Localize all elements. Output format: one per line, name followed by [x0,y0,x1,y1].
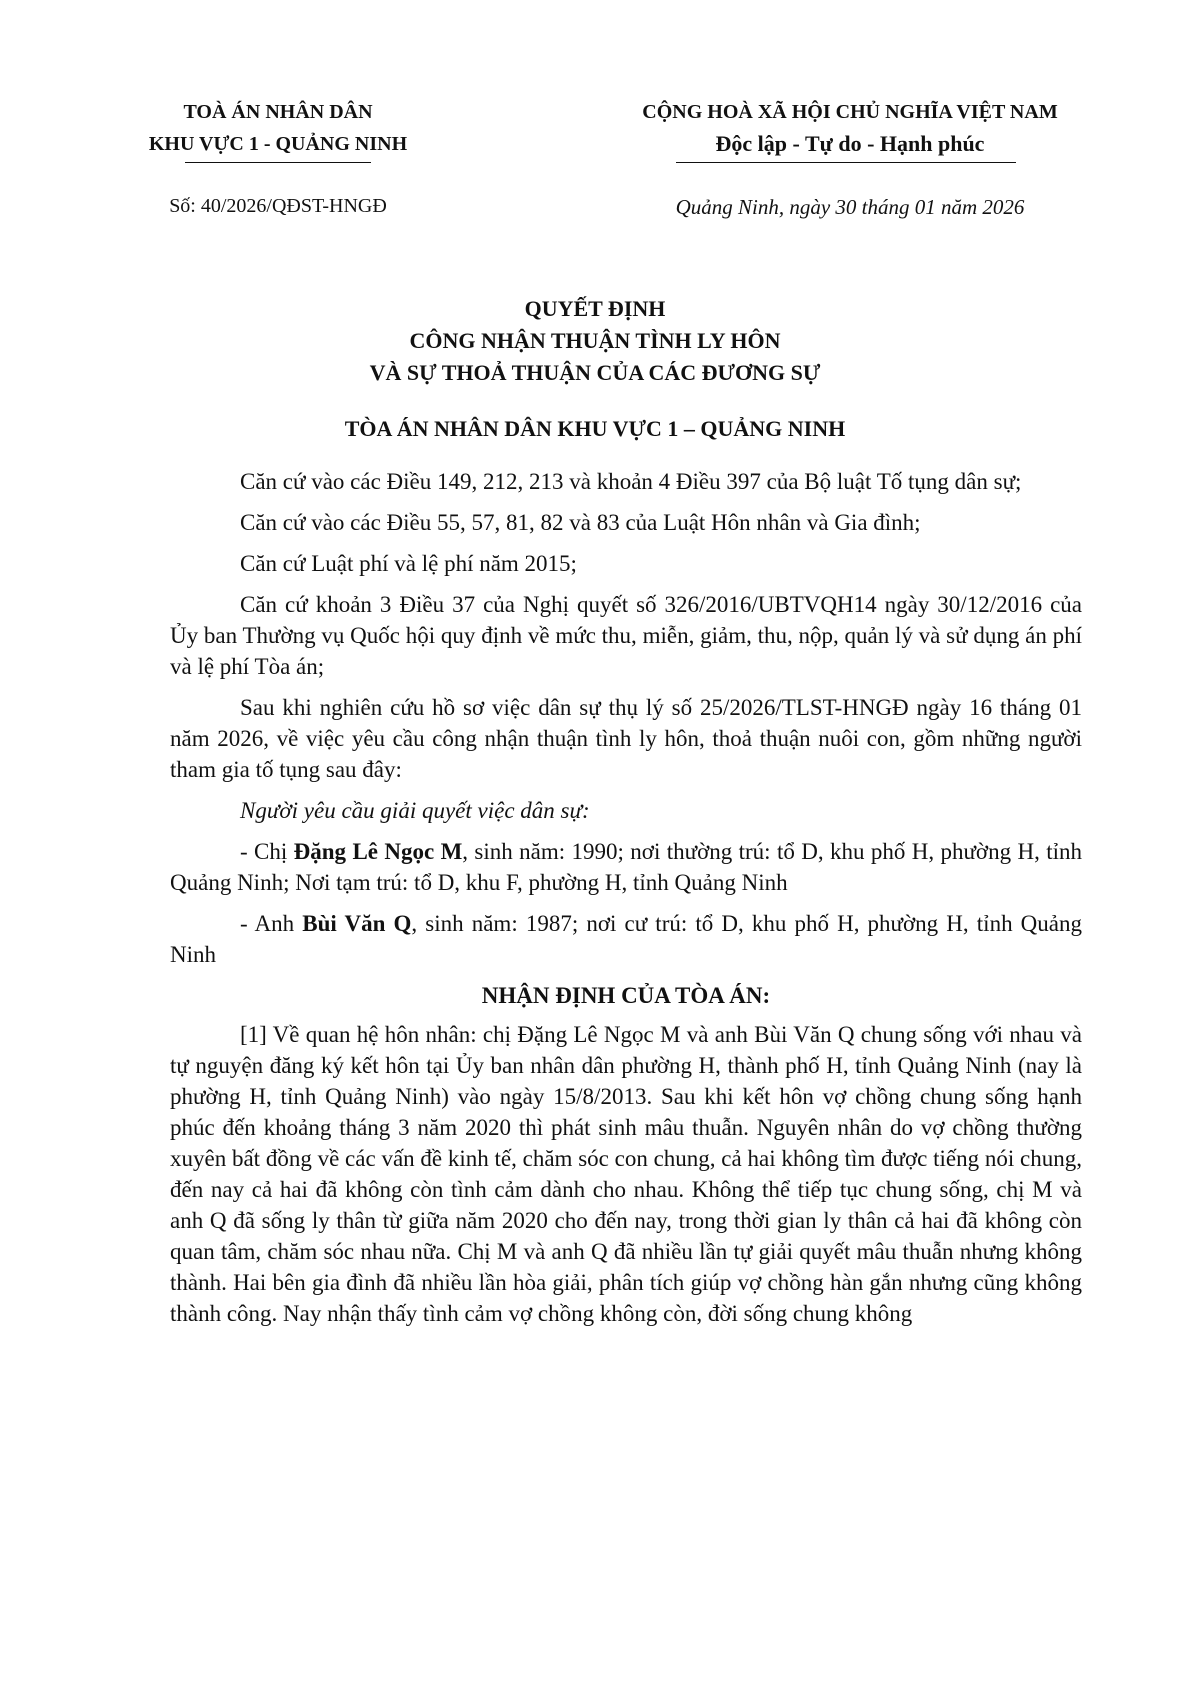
party-2-details: , sinh năm: 1987; nơi cư trú: tổ D, khu phố H, phường H, tỉnh Quảng Ninh [170,911,1082,967]
national-header [580,96,1120,160]
title-line3: VÀ SỰ THOẢ THUẬN CỦA CÁC ĐƯƠNG SỰ [369,360,821,385]
national-motto: Độc lập - Tự do - Hạnh phúc [715,131,985,156]
document-body [170,466,1082,1341]
party-2-name: Bùi Văn Q [302,911,412,936]
court-header-underline [185,162,371,163]
legal-basis-3: Căn cứ Luật phí và lệ phí năm 2015; [240,551,577,576]
party-2 [170,908,1082,970]
legal-basis-4: Căn cứ khoản 3 Điều 37 của Nghị quyết số 326/2016/UBTVQH14 ngày 30/12/2016 của Ủy ban Thường vụ Quốc hội quy định về mức thu, miễn, giảm, thu, nộp, quản lý và sử dụng án phí và lệ phí Tòa án; [170,592,1082,679]
party-2-prefix: - Anh [240,911,303,936]
party-1-name: Đặng Lê Ngọc M [293,839,463,864]
finding-paragraph-1: [1] Về quan hệ hôn nhân: chị Đặng Lê Ngọc M và anh Bùi Văn Q chung sống với nhau và tự nguyện đăng ký kết hôn tại Ủy ban nhân dân phường H, thành phố H, tỉnh Quảng Ninh (nay là phường H, tỉnh Quảng Ninh) vào ngày 15/8/2013. Sau khi kết hôn vợ chồng chung sống hạnh phúc đến khoảng tháng 3 năm 2020 thì phát sinh mâu thuẫn. Nguyên nhân do vợ chồng thường xuyên bất đồng về các vấn đề kinh tế, chăm sóc con chung, cả hai không tìm được tiếng nói chung, đến nay cả hai đã không còn tình cảm dành cho nhau. Không thể tiếp tục chung sống, chị M và anh Q đã sống ly thân từ giữa năm 2020 cho đến nay, trong thời gian ly thân cả hai đã không còn quan tâm, chăm sóc nhau nữa. Chị M và anh Q đã nhiều lần tự giải quyết mâu thuẫn nhưng không thành. Hai bên gia đình đã nhiều lần hòa giải, phân tích giúp vợ chồng hàn gắn nhưng cũng không thành công. Nay nhận thấy tình cảm vợ chồng không còn, đời sống chung không [170,1022,1082,1326]
document-title [170,293,1020,389]
motto-underline [676,162,1016,163]
title-line2: CÔNG NHẬN THUẬN TÌNH LY HÔN [409,328,781,353]
court-heading: TÒA ÁN NHÂN DÂN KHU VỰC 1 – QUẢNG NINH [344,416,846,441]
case-intro: Sau khi nghiên cứu hồ sơ việc dân sự thụ lý số 25/2026/TLST-HNGĐ ngày 16 tháng 01 năm 2026, về việc yêu cầu công nhận thuận tình ly hôn, thoả thuận nuôi con, gồm những người tham gia tố tụng sau đây: [170,695,1082,782]
legal-basis-2: Căn cứ vào các Điều 55, 57, 81, 82 và 83 của Luật Hôn nhân và Gia đình; [240,510,921,535]
issuing-court-header [118,96,438,160]
document-number: Số: 40/2026/QĐST-HNGĐ [169,195,387,217]
court-name-line1: TOÀ ÁN NHÂN DÂN [183,101,373,123]
section-heading-court-findings: NHẬN ĐỊNH CỦA TÒA ÁN: [481,983,771,1008]
party-1-prefix: - Chị [240,839,294,864]
party-1-details: , sinh năm: 1990; nơi thường trú: tổ D, khu phố H, phường H, tỉnh Quảng Ninh; Nơi tạm trú: tổ D, khu F, phường H, tỉnh Quảng Ninh [170,839,1082,895]
requesters-label: Người yêu cầu giải quyết việc dân sự: [240,798,590,823]
legal-basis-1: Căn cứ vào các Điều 149, 212, 213 và khoản 4 Điều 397 của Bộ luật Tố tụng dân sự; [240,469,1022,494]
document-date-place: Quảng Ninh, ngày 30 tháng 01 năm 2026 [675,195,1025,219]
court-name-line2: KHU VỰC 1 - QUẢNG NINH [148,133,408,155]
title-line1: QUYẾT ĐỊNH [524,296,666,321]
party-1 [170,836,1082,898]
nation-name: CỘNG HOÀ XÃ HỘI CHỦ NGHĨA VIỆT NAM [642,101,1058,123]
